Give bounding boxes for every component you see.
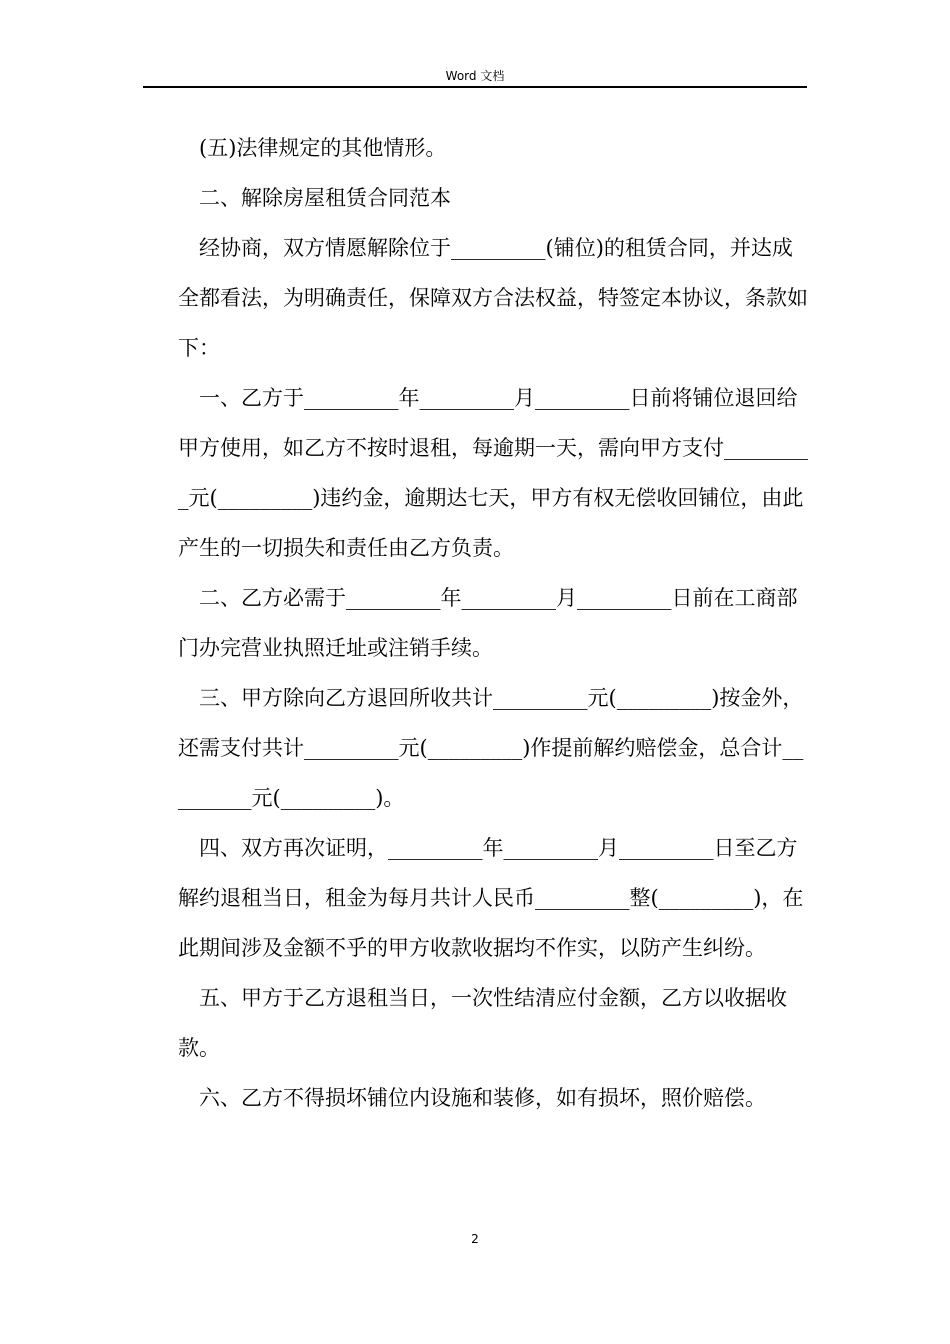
- document-header-title: Word 文档: [445, 69, 505, 83]
- clause-1: 一、乙方于_________年_________月_________日前将铺位退回给甲方使用，如乙方不按时退租，每逾期一天，需向甲方支付_________元(_________)违约金，逾期达七天，甲方有权无偿收回铺位，由此产生的一切损失和责任由乙方负责。: [178, 386, 808, 560]
- paragraph-intro: 经协商，双方情愿解除位于_________(铺位)的租赁合同，并达成全都看法，为明确责任，保障双方合法权益，特签定本协议，条款如下：: [178, 236, 808, 360]
- clause-4: 四、双方再次证明，_________年_________月_________日至乙方解约退租当日，租金为每月共计人民币_________整(_________)，在此期间涉及金额不乎的甲方收款收据均不作实，以防产生纠纷。: [178, 836, 804, 960]
- section-heading-termination-template: 二、解除房屋租赁合同范本: [199, 186, 451, 210]
- page-number: 2: [471, 1232, 479, 1246]
- clause-2: 二、乙方必需于_________年_________月_________日前在工商部门办完营业执照迁址或注销手续。: [178, 586, 798, 660]
- clause-6: 六、乙方不得损坏铺位内设施和装修，如有损坏，照价赔偿。: [199, 1086, 766, 1110]
- paragraph-item-5-legal-cases: (五)法律规定的其他情形。: [199, 136, 447, 160]
- clause-5: 五、甲方于乙方退租当日，一次性结清应付金额，乙方以收据收款。: [178, 986, 787, 1060]
- clause-3: 三、甲方除向乙方退回所收共计_________元(_________)按金外，还需支付共计_________元(_________)作提前解约赔偿金，总合计_________元(_________)。: [178, 686, 804, 810]
- document-body: [178, 123, 808, 1123]
- header-divider: [143, 86, 807, 88]
